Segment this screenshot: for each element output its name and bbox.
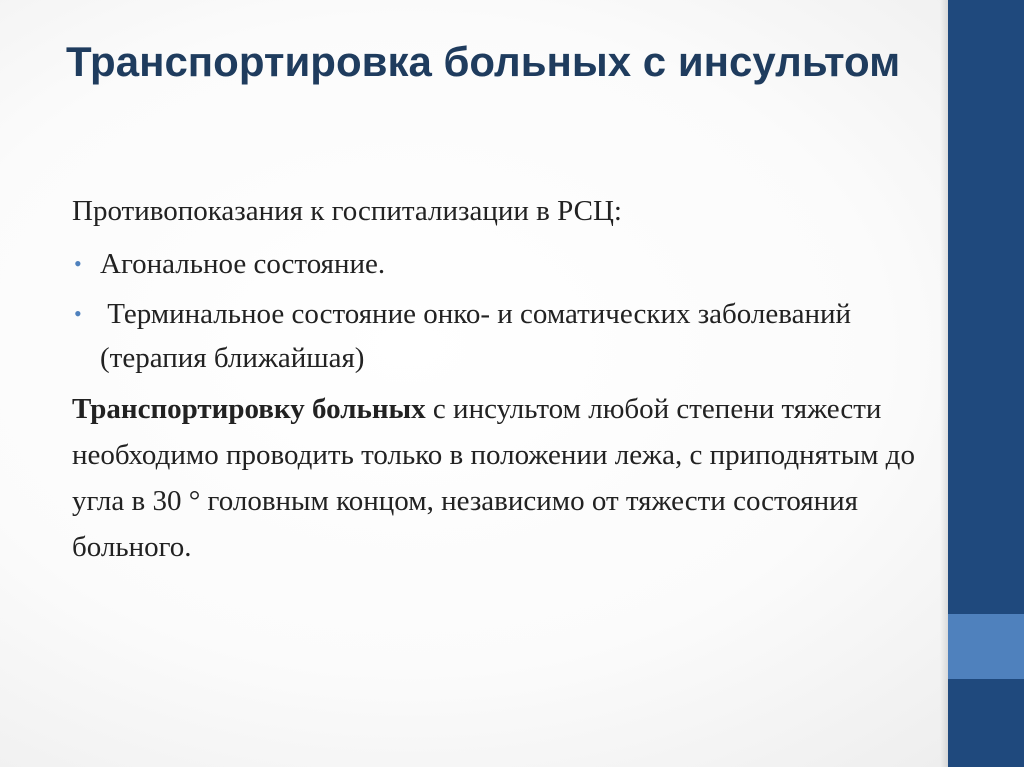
paragraph-rest: с инсультом любой степени тяжести необходимо проводить только в положении лежа, с приподнятым до угла в 30 ° головным концом, независимо от тяжести состояния больного. <box>72 393 915 563</box>
side-band-accent <box>948 614 1024 679</box>
bullet-dot-icon: • <box>74 251 82 276</box>
slide-content <box>72 188 932 570</box>
side-band-shadow <box>940 0 948 767</box>
bullet-text: Агональное состояние. <box>100 248 386 280</box>
transport-paragraph <box>72 386 932 570</box>
bullet-item <box>72 292 932 380</box>
bullet-dot-icon: • <box>74 301 82 326</box>
bullet-list <box>72 242 932 380</box>
paragraph-bold-lead: Транспортировку больных <box>72 393 426 425</box>
intro-text: Противопоказания к госпитализации в РСЦ: <box>72 195 622 227</box>
bullet-text: Терминальное состояние онко- и соматических заболеваний (терапия ближайшая) <box>100 298 859 374</box>
slide-title: Транспортировка больных с инсультом <box>66 38 901 85</box>
bullet-item <box>72 242 932 286</box>
